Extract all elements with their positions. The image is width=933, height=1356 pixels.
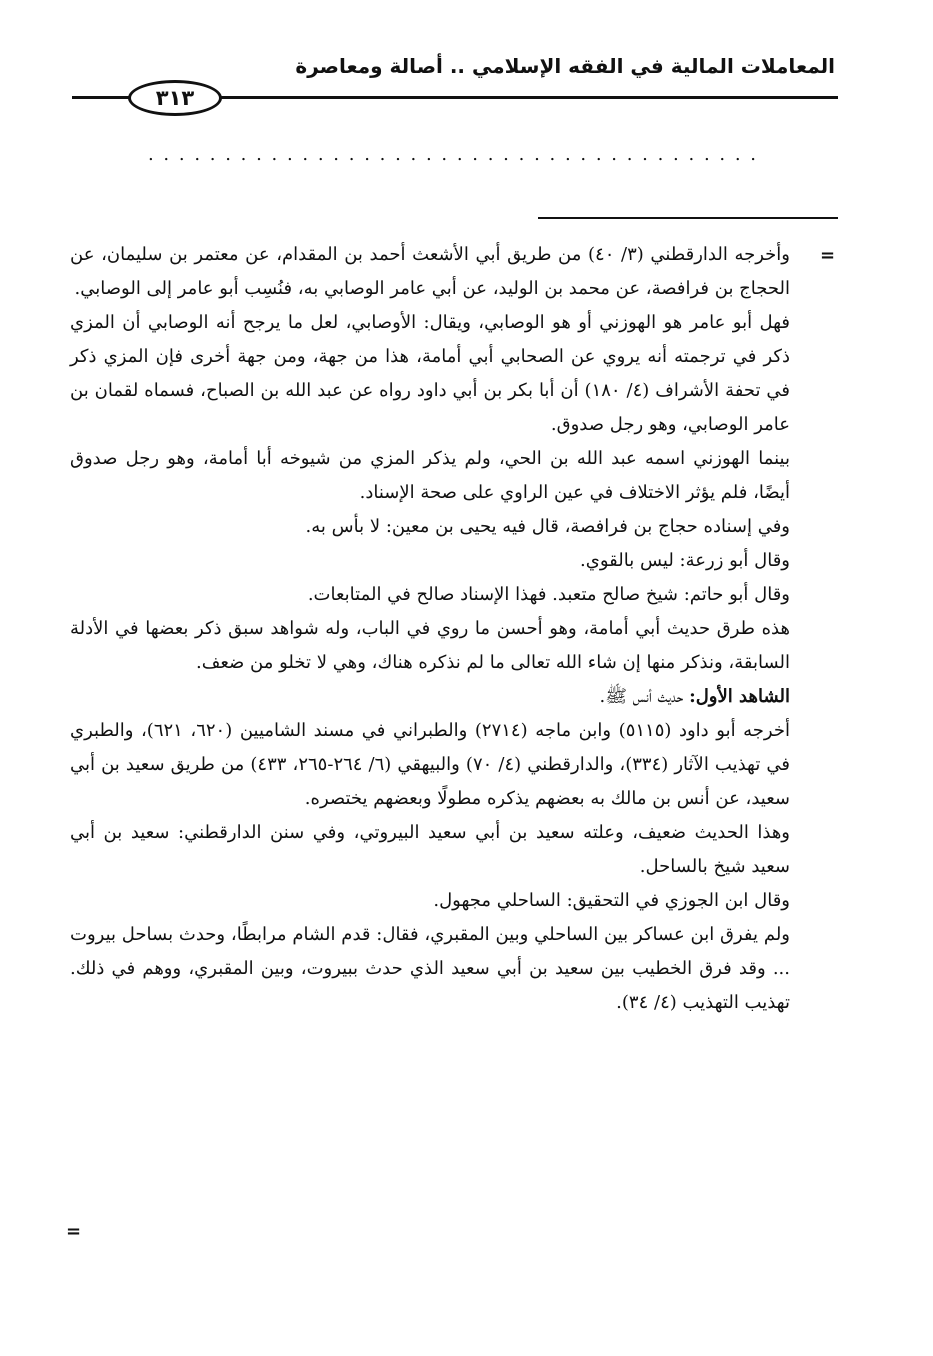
witness-heading-label: الشاهد الأول: bbox=[689, 686, 790, 707]
footnote-paragraph: وأخرجه الدارقطني (٣/ ٤٠) من طريق أبي الأشعث أحمد بن المقدام، عن معتمر بن سليمان، عن الحجاج بن فرافصة، عن محمد بن الوليد، عن أبي عامر الوصابي به، فنُسِب أبو عامر إلى الوصابي. bbox=[70, 244, 790, 299]
witness-heading bbox=[70, 680, 790, 714]
dotted-separator: . . . . . . . . . . . . . . . . . . . . . . . . . . . . . . . . . . . . . . . . bbox=[147, 144, 758, 164]
footnote-paragraph: وقال أبو زرعة: ليس بالقوي. bbox=[580, 550, 790, 571]
witness-heading-text: حديث أنس ﷺ. bbox=[599, 686, 690, 707]
footnote-paragraph: وهذا الحديث ضعيف، وعلته سعيد بن أبي سعيد البيروتي، وفي سنن الدارقطني: سعيد بن أبي سعيد شيخ بالساحل. bbox=[70, 822, 790, 877]
footnote-paragraph: وفي إسناده حجاج بن فرافصة، قال فيه يحيى بن معين: لا بأس به. bbox=[305, 516, 790, 537]
footnote-paragraph: فهل أبو عامر هو الهوزني أو هو الوصابي، ويقال: الأوصابي، لعل ما يرجح أنه الوصابي أن المزي ذكر في ترجمته أنه يروي عن الصحابي أبي أمامة، هذا من جهة، ومن جهة أخرى فإن المزي ذكر في تحفة الأشراف (٤/ ١٨٠) أن أبا بكر بن أبي داود رواه عن عبد الله بن الصباح، فسماه لقمان بن عامر الوصابي، وهو رجل صدوق. bbox=[70, 312, 790, 435]
footnote-paragraph: بينما الهوزني اسمه عبد الله بن الحي، ولم يذكر المزي من شيوخه أبا أمامة، وهو رجل صدوق أيضًا، فلم يؤثر الاختلاف في عين الراوي على صحة الإسناد. bbox=[70, 448, 790, 503]
footnote-paragraph: ولم يفرق ابن عساكر بين الساحلي وبين المقبري، فقال: قدم الشام مرابطًا، وحدث بساحل بيروت ... وقد فرق الخطيب بين سعيد بن أبي سعيد الذي حدث ببيروت، وبين المقبري، ووهم في ذلك. تهذيب التهذيب (٤/ ٣٤). bbox=[70, 924, 790, 1013]
footnote-paragraph: أخرجه أبو داود (٥١١٥) وابن ماجه (٢٧١٤) والطبراني في مسند الشاميين (٦٢٠، ٦٢١)، والطبري في تهذيب الآثار (٣٣٤)، والدارقطني (٤/ ٧٠) والبيهقي (٦/ ٢٦٤-٢٦٥، ٤٣٣) من طريق سعيد بن أبي سعيد، عن أنس بن مالك به بعضهم يذكره مطولًا وبعضهم يختصره. bbox=[70, 720, 791, 809]
page-header bbox=[0, 0, 933, 120]
footnote-paragraph: هذه طرق حديث أبي أمامة، وهو أحسن ما روي في الباب، وله شواهد سبق ذكر بعضها في الأدلة السابقة، ونذكر منها إن شاء الله تعالى ما لم نذكره هناك، وهي لا تخلو من ضعف. bbox=[70, 618, 790, 673]
continuation-mark-top: = bbox=[820, 245, 836, 266]
continuation-mark-bottom: = bbox=[66, 1221, 82, 1242]
footnote-paragraph: وقال أبو حاتم: شيخ صالح متعبد. فهذا الإسناد صالح في المتابعات. bbox=[307, 584, 790, 605]
running-title: المعاملات المالية في الفقه الإسلامي .. أصالة ومعاصرة bbox=[295, 54, 835, 78]
footnote-paragraph: وقال ابن الجوزي في التحقيق: الساحلي مجهول. bbox=[433, 890, 790, 911]
footnote-body bbox=[70, 238, 790, 1020]
page-number: ٣١٣ bbox=[128, 80, 222, 116]
footnote-rule bbox=[538, 217, 838, 219]
